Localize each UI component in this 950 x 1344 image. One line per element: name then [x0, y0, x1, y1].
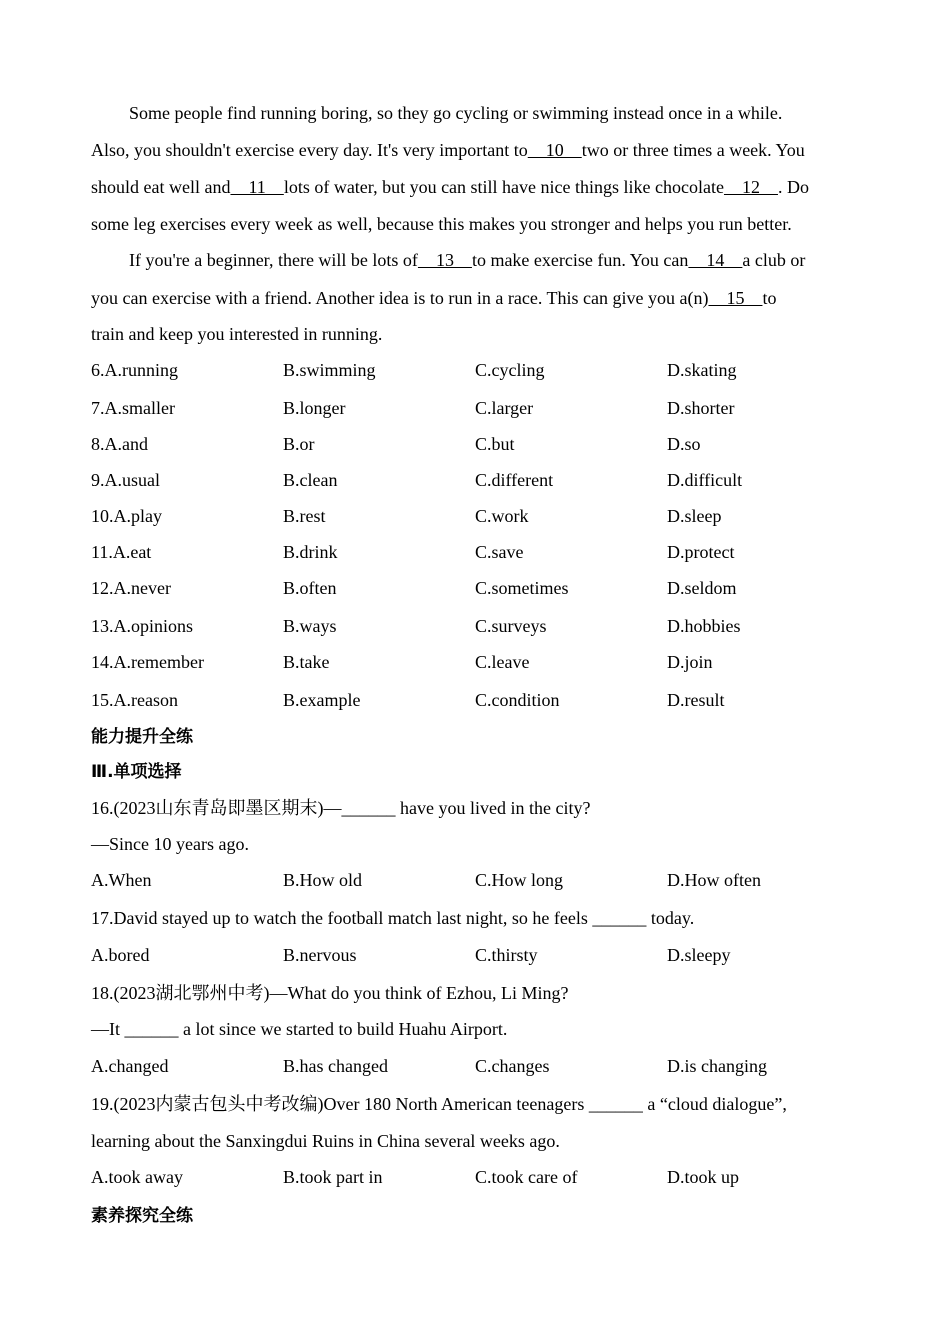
option-b: B.rest — [283, 506, 326, 526]
option-c: C.different — [475, 470, 554, 490]
passage-line — [91, 286, 776, 310]
option-c: C.leave — [475, 652, 530, 672]
option-b: B.often — [283, 578, 337, 598]
option-b: B.clean — [283, 470, 338, 490]
question-19-stem-cont: learning about the Sanxingdui Ruins in China several weeks ago. — [91, 1131, 560, 1151]
passage-text: . Do — [777, 177, 809, 197]
passage-text: two or three times a week. You — [581, 140, 805, 160]
option-c: C.thirsty — [475, 945, 538, 965]
passage-text: lots of water, but you can still have nice things like chocolate — [283, 177, 724, 197]
question-17-stem: 17.David stayed up to watch the football match last night, so he feels ______ today. — [91, 908, 695, 928]
option-d: D.join — [667, 652, 713, 672]
option-row — [91, 943, 861, 967]
option-row — [91, 650, 861, 674]
passage-text: If you're a beginner, there will be lots of — [129, 250, 418, 270]
option-a: A.changed — [91, 1056, 169, 1076]
option-d: D.shorter — [667, 398, 735, 418]
option-row — [91, 468, 861, 492]
option-row — [91, 868, 861, 892]
passage-text: Also, you shouldn't exercise every day. It's very important to — [91, 140, 528, 160]
option-a: 8.A.and — [91, 434, 148, 454]
option-b: B.took part in — [283, 1167, 383, 1187]
blank-13: 13 — [417, 250, 472, 270]
option-d: D.result — [667, 690, 725, 710]
option-d: D.is changing — [667, 1056, 767, 1076]
section-heading: Ⅲ.单项选择 — [91, 762, 182, 782]
option-row — [91, 540, 861, 564]
passage-line — [129, 248, 805, 272]
option-row — [91, 576, 861, 600]
option-b: B.swimming — [283, 360, 376, 380]
blank-11: 11 — [230, 177, 284, 197]
option-a: 11.A.eat — [91, 542, 152, 562]
option-c: C.condition — [475, 690, 560, 710]
option-c: C.How long — [475, 870, 564, 890]
option-row — [91, 1054, 861, 1078]
option-d: D.sleep — [667, 506, 722, 526]
option-a: 10.A.play — [91, 506, 162, 526]
option-a: A.took away — [91, 1167, 183, 1187]
option-a: 12.A.never — [91, 578, 171, 598]
option-a: 9.A.usual — [91, 470, 160, 490]
option-row — [91, 1165, 861, 1189]
section-heading: 能力提升全练 — [91, 727, 193, 747]
passage-text: train and keep you interested in running. — [91, 324, 383, 344]
option-b: B.take — [283, 652, 330, 672]
option-b: B.example — [283, 690, 361, 710]
option-a: 7.A.smaller — [91, 398, 175, 418]
option-b: B.drink — [283, 542, 338, 562]
option-a: A.When — [91, 870, 152, 890]
option-b: B.longer — [283, 398, 346, 418]
question-16-stem: 16.(2023山东青岛即墨区期末)—______ have you lived in the city? — [91, 798, 591, 818]
option-d: D.skating — [667, 360, 737, 380]
option-a: A.bored — [91, 945, 150, 965]
option-d: D.difficult — [667, 470, 743, 490]
option-d: D.sleepy — [667, 945, 731, 965]
option-a: 15.A.reason — [91, 690, 178, 710]
passage-text: some leg exercises every week as well, because this makes you stronger and helps you run better. — [91, 214, 792, 234]
question-18-stem: 18.(2023湖北鄂州中考)—What do you think of Ezhou, Li Ming? — [91, 983, 569, 1003]
option-row — [91, 614, 861, 638]
option-a: 6.A.running — [91, 360, 178, 380]
passage-text: Some people find running boring, so they go cycling or swimming instead once in a while. — [129, 103, 783, 123]
question-16-reply: —Since 10 years ago. — [91, 834, 249, 854]
option-c: C.but — [475, 434, 515, 454]
option-b: B.ways — [283, 616, 337, 636]
option-row — [91, 432, 861, 456]
option-row — [91, 688, 861, 712]
option-c: C.sometimes — [475, 578, 569, 598]
option-c: C.surveys — [475, 616, 547, 636]
option-d: D.so — [667, 434, 701, 454]
option-d: D.hobbies — [667, 616, 741, 636]
passage-line — [91, 322, 382, 346]
option-a: 13.A.opinions — [91, 616, 194, 636]
option-b: B.or — [283, 434, 315, 454]
option-b: B.How old — [283, 870, 363, 890]
passage-text: to — [762, 288, 777, 308]
passage-line — [91, 175, 809, 199]
blank-12: 12 — [723, 177, 778, 197]
option-c: C.cycling — [475, 360, 545, 380]
passage-line — [129, 101, 782, 125]
question-19-stem: 19.(2023内蒙古包头中考改编)Over 180 North American teenagers ______ a “cloud dialogue”, — [91, 1094, 787, 1114]
option-c: C.took care of — [475, 1167, 578, 1187]
option-row — [91, 396, 861, 420]
passage-line — [91, 212, 792, 236]
option-d: D.How often — [667, 870, 761, 890]
passage-line — [91, 138, 805, 162]
passage-text: should eat well and — [91, 177, 231, 197]
blank-15: 15 — [708, 288, 763, 308]
option-d: D.seldom — [667, 578, 737, 598]
option-row — [91, 504, 861, 528]
option-d: D.took up — [667, 1167, 739, 1187]
passage-text: a club or — [742, 250, 806, 270]
blank-10: 10 — [527, 140, 582, 160]
option-row — [91, 358, 861, 382]
passage-text: to make exercise fun. You can — [471, 250, 689, 270]
blank-14: 14 — [688, 250, 743, 270]
question-18-reply: —It ______ a lot since we started to build Huahu Airport. — [91, 1019, 508, 1039]
option-c: C.save — [475, 542, 524, 562]
option-d: D.protect — [667, 542, 735, 562]
option-b: B.nervous — [283, 945, 357, 965]
option-c: C.changes — [475, 1056, 550, 1076]
option-b: B.has changed — [283, 1056, 388, 1076]
passage-text: you can exercise with a friend. Another idea is to run in a race. This can give you a(n) — [91, 288, 709, 308]
section-heading: 素养探究全练 — [91, 1206, 193, 1226]
option-c: C.larger — [475, 398, 534, 418]
option-c: C.work — [475, 506, 529, 526]
option-a: 14.A.remember — [91, 652, 204, 672]
